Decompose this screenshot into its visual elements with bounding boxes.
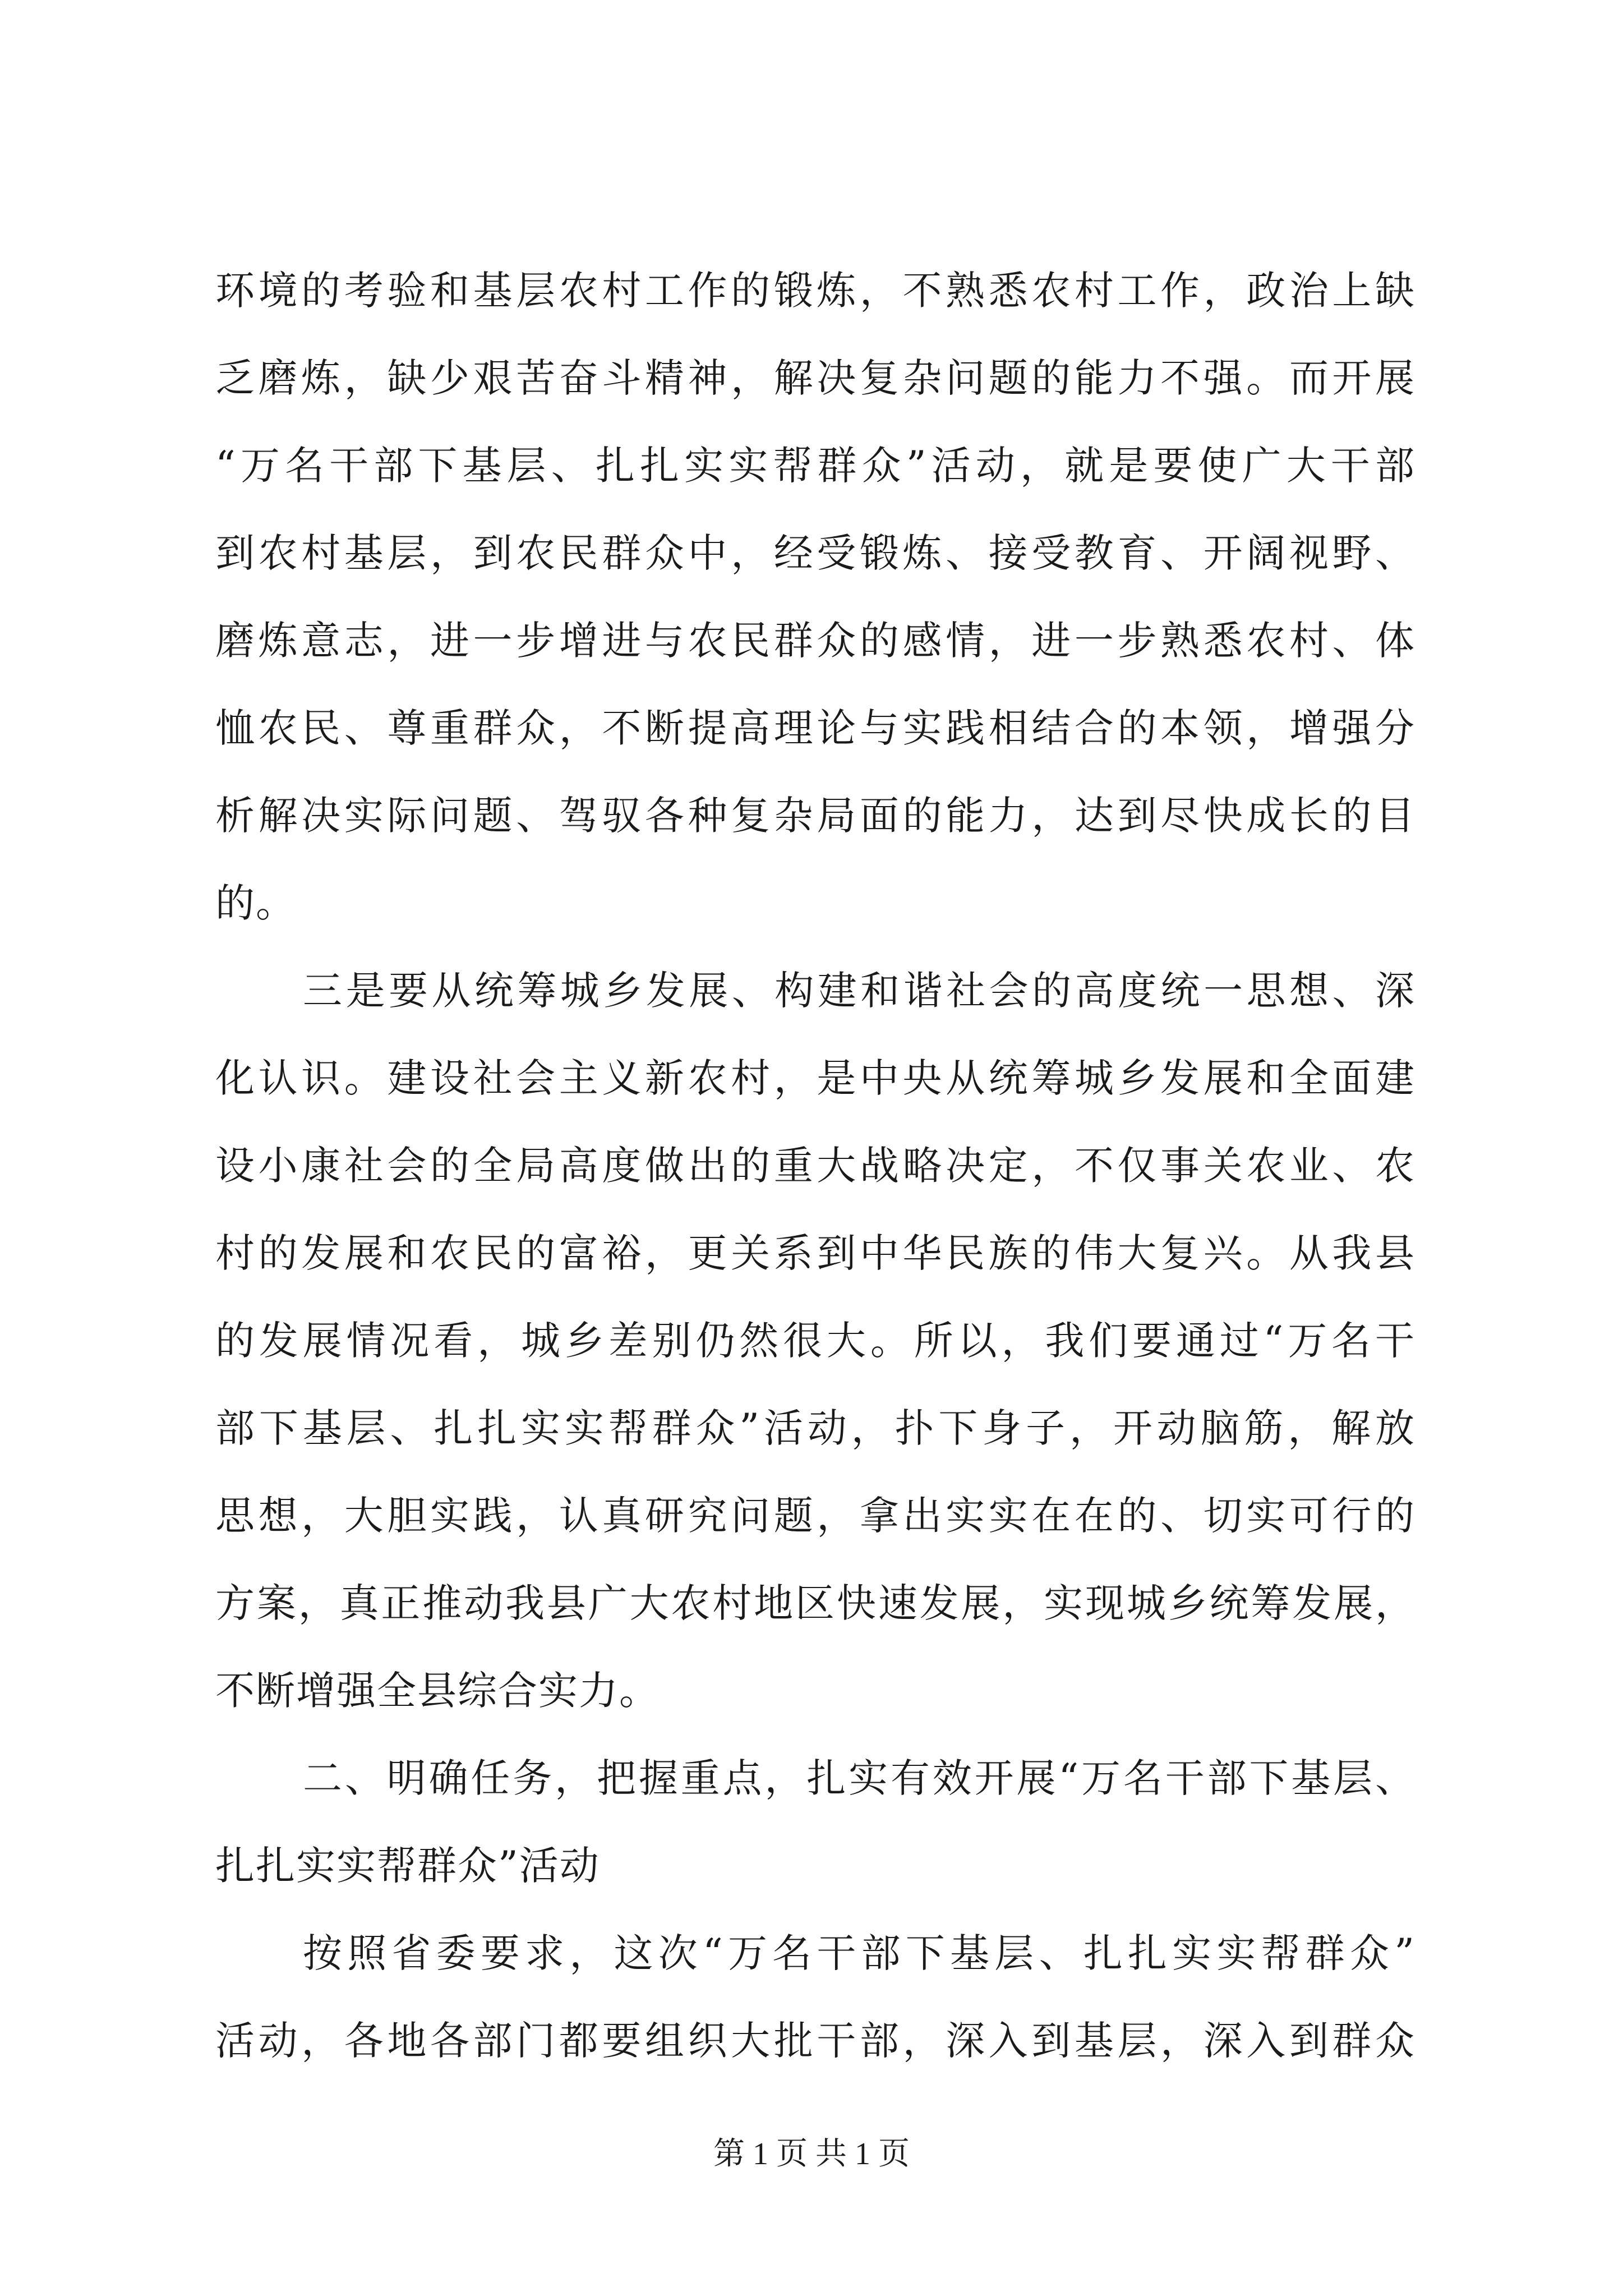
paragraph-first-line: 三是要从统筹城乡发展、构建和谐社会的高度统一思想、深 bbox=[303, 968, 1415, 1014]
body-text-line: 环境的考验和基层农村工作的锻炼，不熟悉农村工作，政治上缺 bbox=[215, 268, 1415, 314]
body-text-line: 的发展情况看，城乡差别仍然很大。所以，我们要通过“万名干 bbox=[215, 1318, 1415, 1364]
body-text-line: 村的发展和农民的富裕，更关系到中华民族的伟大复兴。从我县 bbox=[215, 1230, 1415, 1276]
body-text-line: 方案，真正推动我县广大农村地区快速发展，实现城乡统筹发展， bbox=[215, 1580, 1415, 1626]
body-text-line: 恤农民、尊重群众，不断提高理论与实践相结合的本领，增强分 bbox=[215, 705, 1415, 751]
section-heading-line: 扎扎实实帮群众”活动 bbox=[215, 1843, 600, 1889]
body-text-line: 化认识。建设社会主义新农村，是中央从统筹城乡发展和全面建 bbox=[215, 1055, 1415, 1101]
body-text-line: 不断增强全县综合实力。 bbox=[215, 1668, 660, 1714]
body-text-line: 思想，大胆实践，认真研究问题，拿出实实在在的、切实可行的 bbox=[215, 1493, 1415, 1539]
body-text-line: 析解决实际问题、驾驭各种复杂局面的能力，达到尽快成长的目 bbox=[215, 793, 1415, 839]
section-heading-line: 二、明确任务，把握重点，扎实有效开展“万名干部下基层、 bbox=[303, 1755, 1415, 1801]
body-text-line: 设小康社会的全局高度做出的重大战略决定，不仅事关农业、农 bbox=[215, 1143, 1415, 1189]
body-text-line: 磨炼意志，进一步增进与农民群众的感情，进一步熟悉农村、体 bbox=[215, 618, 1415, 664]
body-text-line: 乏磨炼，缺少艰苦奋斗精神，解决复杂问题的能力不强。而开展 bbox=[215, 355, 1415, 401]
body-text-line: 到农村基层，到农民群众中，经受锻炼、接受教育、开阔视野、 bbox=[215, 530, 1415, 576]
paragraph-first-line: 按照省委要求，这次“万名干部下基层、扎扎实实帮群众” bbox=[303, 1930, 1415, 1976]
page-footer: 第 1 页 共 1 页 bbox=[713, 2137, 910, 2171]
body-text-line: 的。 bbox=[215, 880, 296, 926]
body-text-line: 活动，各地各部门都要组织大批干部，深入到基层，深入到群众 bbox=[215, 2018, 1415, 2064]
body-text-line: “万名干部下基层、扎扎实实帮群众”活动，就是要使广大干部 bbox=[215, 443, 1415, 489]
body-text-line: 部下基层、扎扎实实帮群众”活动，扑下身子，开动脑筋，解放 bbox=[215, 1405, 1415, 1451]
